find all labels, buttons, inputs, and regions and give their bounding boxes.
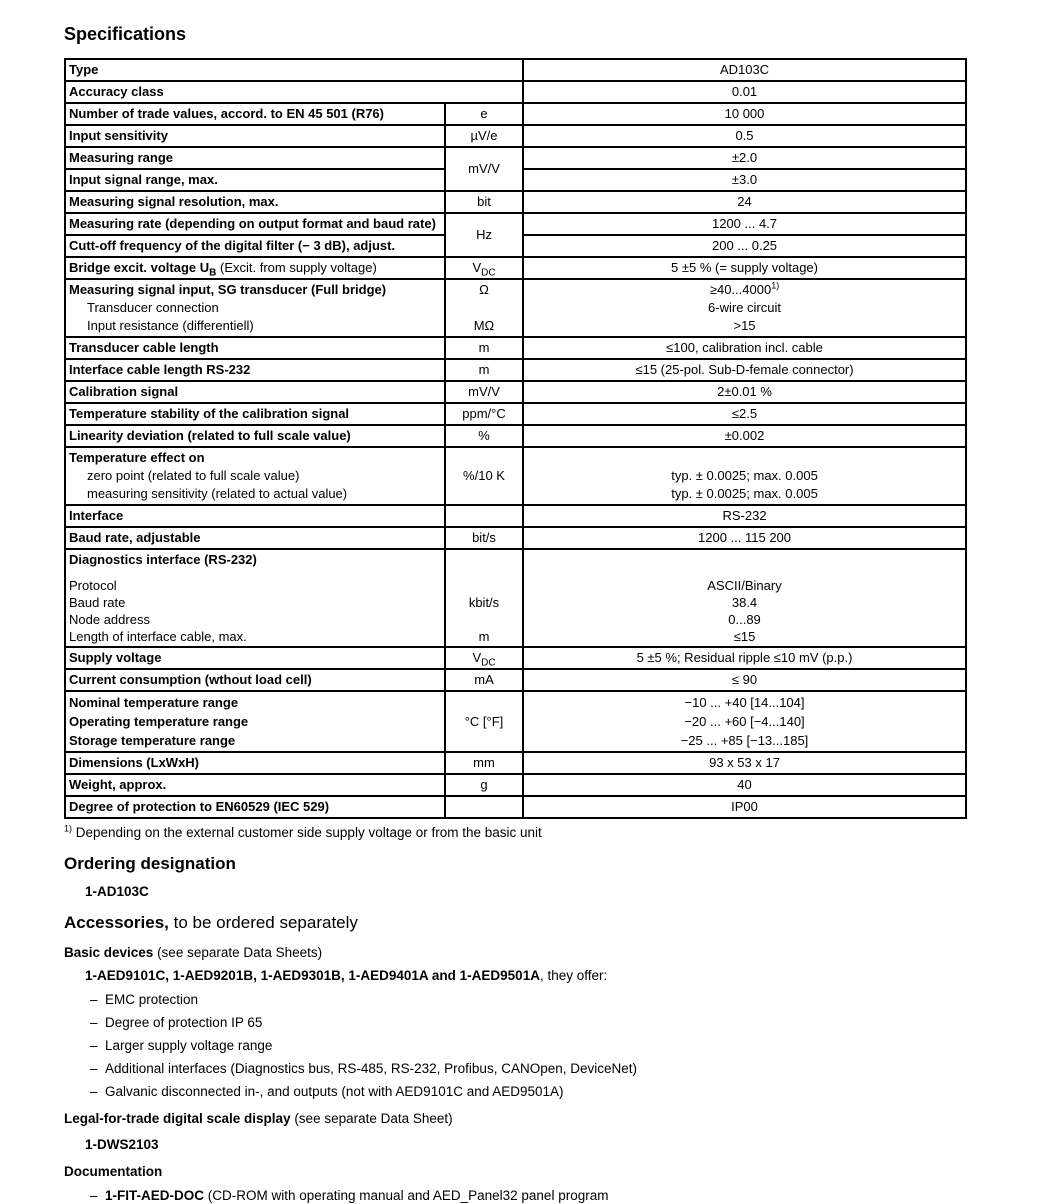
msi-label-main: Measuring signal input, SG transducer (Full bridge) — [69, 282, 387, 297]
row-supply-voltage-label: Supply voltage — [65, 647, 445, 669]
doc-item-rest: (CD-ROM with operating manual and AED_Panel32 panel program — [204, 1188, 609, 1203]
temp-range-storage: Storage temperature range — [69, 733, 236, 748]
diagnostics-value-spacer — [527, 551, 962, 577]
msi-unit-ohm: Ω — [479, 282, 489, 297]
row-trade-values-label: Number of trade values, accord. to EN 45 501 (R76) — [65, 103, 445, 125]
diagnostics-unit-m: m — [478, 629, 490, 644]
bullet-galvanic-text: Galvanic disconnected in-, and outputs (not with AED9101C and AED9501A) — [105, 1084, 564, 1099]
basic-devices-list — [85, 967, 965, 985]
accessories-heading-rest: to be ordered separately — [168, 913, 358, 932]
bullet-ip65 — [90, 1014, 965, 1031]
row-trade-values-unit: e — [445, 103, 523, 125]
row-type-value: AD103C — [523, 59, 966, 81]
basic-devices-heading — [64, 944, 965, 962]
diagnostics-line-node: Node address — [69, 612, 150, 627]
vdc-unit-sub: DC — [481, 267, 496, 279]
legal-display-rest: (see separate Data Sheet) — [290, 1111, 453, 1126]
row-current-consumption-value: ≤ 90 — [523, 669, 966, 691]
bullet-dash: – — [90, 992, 98, 1007]
specifications-table — [64, 58, 967, 819]
row-diagnostics-label — [65, 549, 445, 647]
row-signal-resolution-label: Measuring signal resolution, max. — [65, 191, 445, 213]
row-linearity-unit: % — [445, 425, 523, 447]
basic-devices-bold: Basic devices — [64, 945, 154, 960]
row-msi-unit — [445, 279, 523, 337]
row-transducer-cable — [65, 337, 966, 359]
row-measuring-range-value: ±2.0 — [523, 147, 966, 169]
device-names: 1-AED9101C, 1-AED9201B, 1-AED9301B, 1-AED9401A and 1-AED9501A — [85, 968, 540, 983]
row-linearity-value: ±0.002 — [523, 425, 966, 447]
diagnostics-header: Diagnostics interface (RS-232) — [69, 552, 257, 567]
bullet-galvanic — [90, 1083, 965, 1100]
diagnostics-unit-spacer — [449, 551, 519, 577]
temp-range-nominal: Nominal temperature range — [69, 695, 239, 710]
row-dimensions — [65, 752, 966, 774]
row-calibration-signal-value: 2±0.01 % — [523, 381, 966, 403]
row-interface-cable-value: ≤15 (25-pol. Sub-D-female connector) — [523, 359, 966, 381]
row-signal-resolution-value: 24 — [523, 191, 966, 213]
temp-effect-sub2: measuring sensitivity (related to actual value) — [87, 486, 348, 501]
row-measuring-range-label: Measuring range — [65, 147, 445, 169]
diagnostics-line-length: Length of interface cable, max. — [69, 629, 247, 644]
diagnostics-value-protocol: ASCII/Binary — [707, 578, 782, 593]
accessories-heading-bold: Accessories, — [64, 913, 169, 932]
row-baud-rate — [65, 527, 966, 549]
accessories-heading — [64, 912, 965, 934]
bullet-supply-range — [90, 1037, 965, 1054]
row-bridge-excitation — [65, 257, 966, 279]
row-temp-effect-unit: %/10 K — [445, 447, 523, 505]
temp-range-operating: Operating temperature range — [69, 714, 249, 729]
row-weight-value: 40 — [523, 774, 966, 796]
row-cutoff-frequency-value: 200 ... 0.25 — [523, 235, 966, 257]
bridge-label-bold: Bridge excit. voltage U — [69, 260, 210, 275]
row-weight-label: Weight, approx. — [65, 774, 445, 796]
row-interface-cable — [65, 359, 966, 381]
datasheet-page — [64, 24, 965, 1204]
row-baud-rate-value: 1200 ... 115 200 — [523, 527, 966, 549]
row-interface-unit — [445, 505, 523, 527]
row-bridge-excitation-value: 5 ±5 % (= supply voltage) — [523, 257, 966, 279]
diagnostics-line-baudrate: Baud rate — [69, 595, 126, 610]
row-baud-rate-label: Baud rate, adjustable — [65, 527, 445, 549]
row-measuring-rate-value: 1200 ... 4.7 — [523, 213, 966, 235]
row-measuring-range-unit: mV/V — [445, 147, 523, 191]
bullet-interfaces — [90, 1060, 965, 1077]
diagnostics-unit-kbits: kbit/s — [468, 595, 500, 610]
row-accuracy-label: Accuracy class — [65, 81, 523, 103]
temp-range-nominal-value: −10 ... +40 [14...104] — [684, 695, 805, 710]
vdc-unit: V — [472, 260, 482, 275]
row-interface-label: Interface — [65, 505, 445, 527]
diagnostics-unit-blank1 — [449, 577, 519, 594]
row-protection-degree-value: IP00 — [523, 796, 966, 818]
row-temp-ranges-value — [523, 691, 966, 752]
msi-label-sub2: Input resistance (differentiell) — [87, 318, 254, 333]
row-interface — [65, 505, 966, 527]
row-dimensions-value: 93 x 53 x 17 — [523, 752, 966, 774]
legal-display-bold: Legal-for-trade digital scale display — [64, 1111, 291, 1126]
row-dimensions-label: Dimensions (LxWxH) — [65, 752, 445, 774]
msi-unit-mohm: MΩ — [473, 318, 495, 333]
row-supply-voltage-unit — [445, 647, 523, 669]
row-protection-degree-label: Degree of protection to EN60529 (IEC 529) — [65, 796, 445, 818]
bullet-dash: – — [90, 1188, 98, 1203]
row-linearity-label: Linearity deviation (related to full scale value) — [65, 425, 445, 447]
row-input-signal-range-label: Input signal range, max. — [65, 169, 445, 191]
row-signal-resolution-unit: bit — [445, 191, 523, 213]
row-temp-effect-label — [65, 447, 445, 505]
msi-value-2: 6-wire circuit — [708, 300, 781, 315]
row-measuring-range — [65, 147, 966, 169]
device-names-rest: , they offer: — [539, 968, 608, 983]
row-temp-effect-value — [523, 447, 966, 505]
temp-effect-value-2: typ. ± 0.0025; max. 0.005 — [671, 486, 818, 501]
row-baud-rate-unit: bit/s — [445, 527, 523, 549]
row-diagnostics-unit — [445, 549, 523, 647]
ordering-item: 1-AD103C — [85, 884, 149, 899]
row-diagnostics-value — [523, 549, 966, 647]
row-measuring-signal-input — [65, 279, 966, 337]
row-type-label: Type — [65, 59, 523, 81]
row-input-signal-range-value: ±3.0 — [523, 169, 966, 191]
row-calibration-signal-label: Calibration signal — [65, 381, 445, 403]
row-temp-stability-label: Temperature stability of the calibration signal — [65, 403, 445, 425]
row-signal-resolution — [65, 191, 966, 213]
row-measuring-rate-label: Measuring rate (depending on output format and baud rate) — [65, 213, 445, 235]
footnote-marker: 1) — [64, 823, 73, 834]
row-temp-ranges-unit: °C [°F] — [445, 691, 523, 752]
row-dimensions-unit: mm — [445, 752, 523, 774]
row-protection-degree — [65, 796, 966, 818]
row-calibration-signal — [65, 381, 966, 403]
bullet-dash: – — [90, 1038, 98, 1053]
bullet-interfaces-text: Additional interfaces (Diagnostics bus, RS-485, RS-232, Profibus, CANOpen, DeviceNet) — [105, 1061, 637, 1076]
bullet-dash: – — [90, 1061, 98, 1076]
row-accuracy-value: 0.01 — [523, 81, 966, 103]
legal-display-heading — [64, 1110, 965, 1128]
bullet-dash: – — [90, 1084, 98, 1099]
row-temperature-ranges — [65, 691, 966, 752]
row-temp-effect — [65, 447, 966, 505]
page-title: Specifications — [64, 24, 187, 44]
msi-value-3: >15 — [733, 318, 756, 333]
row-bridge-excitation-unit — [445, 257, 523, 279]
temp-effect-value-1: typ. ± 0.0025; max. 0.005 — [671, 468, 818, 483]
row-temp-ranges-label — [65, 691, 445, 752]
diagnostics-unit-blank2 — [449, 611, 519, 628]
doc-item-bold: 1-FIT-AED-DOC — [105, 1188, 204, 1203]
msi-unit-blank — [449, 299, 519, 317]
bullet-emc — [90, 991, 965, 1008]
row-diagnostics — [65, 549, 966, 647]
temp-effect-main: Temperature effect on — [69, 450, 205, 465]
row-interface-cable-unit: m — [445, 359, 523, 381]
bridge-label-sub: B — [209, 267, 217, 279]
row-linearity — [65, 425, 966, 447]
row-input-sensitivity — [65, 125, 966, 147]
msi-value-1-sup: 1) — [771, 280, 780, 291]
row-interface-value: RS-232 — [523, 505, 966, 527]
msi-value-1-text: ≥40...4000 — [709, 282, 772, 297]
row-transducer-cable-label: Transducer cable length — [65, 337, 445, 359]
row-measuring-rate — [65, 213, 966, 235]
footnote-text: Depending on the external customer side supply voltage or from the basic unit — [72, 825, 542, 840]
row-type — [65, 59, 966, 81]
diagnostics-value-node: 0...89 — [728, 612, 761, 627]
row-supply-voltage — [65, 647, 966, 669]
ordering-designation-heading: Ordering designation — [64, 854, 236, 873]
row-input-sensitivity-label: Input sensitivity — [65, 125, 445, 147]
bullet-dash: – — [90, 1015, 98, 1030]
documentation-heading: Documentation — [64, 1164, 163, 1179]
bullet-supply-range-text: Larger supply voltage range — [105, 1038, 273, 1053]
temp-range-storage-value: −25 ... +85 [−13...185] — [680, 733, 809, 748]
bullet-ip65-text: Degree of protection IP 65 — [105, 1015, 263, 1030]
row-trade-values — [65, 103, 966, 125]
diagnostics-value-baudrate: 38.4 — [731, 595, 758, 610]
row-weight-unit: g — [445, 774, 523, 796]
row-measuring-rate-unit: Hz — [445, 213, 523, 257]
temp-effect-value-blank — [527, 449, 962, 467]
row-current-consumption-label: Current consumption (wthout load cell) — [65, 669, 445, 691]
row-msi-value — [523, 279, 966, 337]
row-current-consumption — [65, 669, 966, 691]
footnote — [64, 824, 965, 841]
supply-vdc-unit: V — [472, 650, 482, 665]
row-bridge-excitation-label — [65, 257, 445, 279]
row-protection-degree-unit — [445, 796, 523, 818]
diagnostics-line-protocol: Protocol — [69, 578, 117, 593]
diagnostics-gap — [69, 569, 441, 577]
row-input-sensitivity-unit: µV/e — [445, 125, 523, 147]
row-input-sensitivity-value: 0.5 — [523, 125, 966, 147]
row-msi-label — [65, 279, 445, 337]
documentation-bullet — [90, 1187, 965, 1204]
row-temp-stability — [65, 403, 966, 425]
bullet-emc-text: EMC protection — [105, 992, 199, 1007]
legal-display-item: 1-DWS2103 — [85, 1137, 159, 1152]
diagnostics-value-length: ≤15 — [733, 629, 756, 644]
bridge-label-rest: (Excit. from supply voltage) — [216, 260, 377, 275]
row-temp-stability-value: ≤2.5 — [523, 403, 966, 425]
row-calibration-signal-unit: mV/V — [445, 381, 523, 403]
row-cutoff-frequency-label: Cutt-off frequency of the digital filter (− 3 dB), adjust. — [65, 235, 445, 257]
basic-devices-rest: (see separate Data Sheets) — [153, 945, 323, 960]
row-supply-voltage-value: 5 ±5 %; Residual ripple ≤10 mV (p.p.) — [523, 647, 966, 669]
row-interface-cable-label: Interface cable length RS-232 — [65, 359, 445, 381]
msi-label-sub1: Transducer connection — [87, 300, 219, 315]
row-transducer-cable-value: ≤100, calibration incl. cable — [523, 337, 966, 359]
temp-effect-sub1: zero point (related to full scale value) — [87, 468, 300, 483]
row-accuracy-class — [65, 81, 966, 103]
row-weight — [65, 774, 966, 796]
row-transducer-cable-unit: m — [445, 337, 523, 359]
supply-vdc-unit-sub: DC — [481, 657, 496, 669]
row-current-consumption-unit: mA — [445, 669, 523, 691]
row-trade-values-value: 10 000 — [523, 103, 966, 125]
msi-value-1 — [527, 281, 962, 299]
row-temp-stability-unit: ppm/°C — [445, 403, 523, 425]
temp-range-operating-value: −20 ... +60 [−4...140] — [684, 714, 805, 729]
